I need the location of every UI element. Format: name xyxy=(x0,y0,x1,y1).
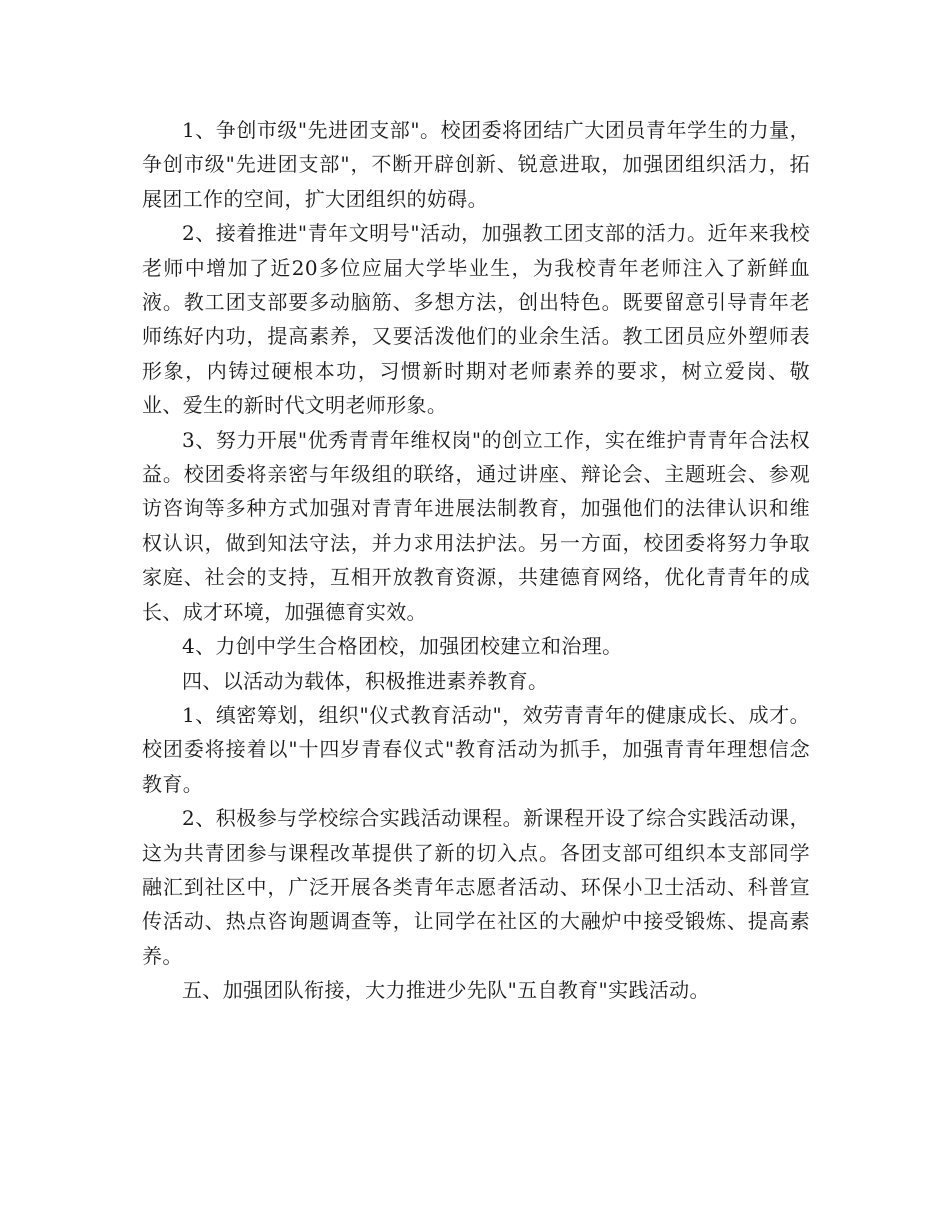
paragraph-activity-1-ceremony: 1、缜密筹划，组织"仪式教育活动"，效劳青青年的健康成长、成才。校团委将接着以"十四岁青春仪式"教育活动为抓手，加强青青年理想信念教育。 xyxy=(142,702,810,796)
paragraph-goal-1-city-branch: 1、争创市级"先进团支部"。校团委将团结广大团员青年学生的力量，争创市级"先进团支部"，不断开辟创新、锐意进取，加强团组织活力，拓展团工作的空间，扩大团组织的妨碍。 xyxy=(142,118,810,211)
paragraph-activity-2-practice: 2、积极参与学校综合实践活动课程。新课程开设了综合实践活动课，这为共青团参与课程改革提供了新的切入点。各团支部可组织本支部同学融汇到社区中，广泛开展各类青年志愿者活动、环保小卫士活动、科普宣传活动、热点咨询题调查等，让同学在社区的大融炉中接受锻炼、提高素养。 xyxy=(142,806,810,968)
section-heading-5: 五、加强团队衔接，大力推进少先队"五自教育"实践活动。 xyxy=(182,978,710,1003)
section-heading-4: 四、以活动为载体，积极推进素养教育。 xyxy=(182,668,549,693)
paragraph-goal-2-youth-civilization: 2、接着推进"青年文明号"活动，加强教工团支部的活力。近年来我校老师中增加了近20多位应届大学毕业生，为我校青年老师注入了新鲜血液。教工团支部要多动脑筋、多想方法，创出特色。既要留意引导青年老师练好内功，提高素养，又要活泼他们的业余生活。教工团员应外塑师表形象，内铸过硬根本功，习惯新时期对老师素养的要求，树立爱岗、敬业、爱生的新时代文明老师形象。 xyxy=(142,221,810,418)
document-body xyxy=(142,113,810,1008)
paragraph-goal-4-party-school: 4、力创中学生合格团校，加强团校建立和治理。 xyxy=(182,634,623,659)
paragraph-goal-3-rights-post: 3、努力开展"优秀青青年维权岗"的创立工作，实在维护青青年合法权益。校团委将亲密与年级组的联络，通过讲座、辩论会、主题班会、参观访咨询等多种方式加强对青青年进展法制教育，加强他们的法律认识和维权认识，做到知法守法，并力求用法护法。另一方面，校团委将努力争取家庭、社会的支持，互相开放教育资源，共建德育网络，优化青青年的成长、成才环境，加强德育实效。 xyxy=(142,427,810,624)
